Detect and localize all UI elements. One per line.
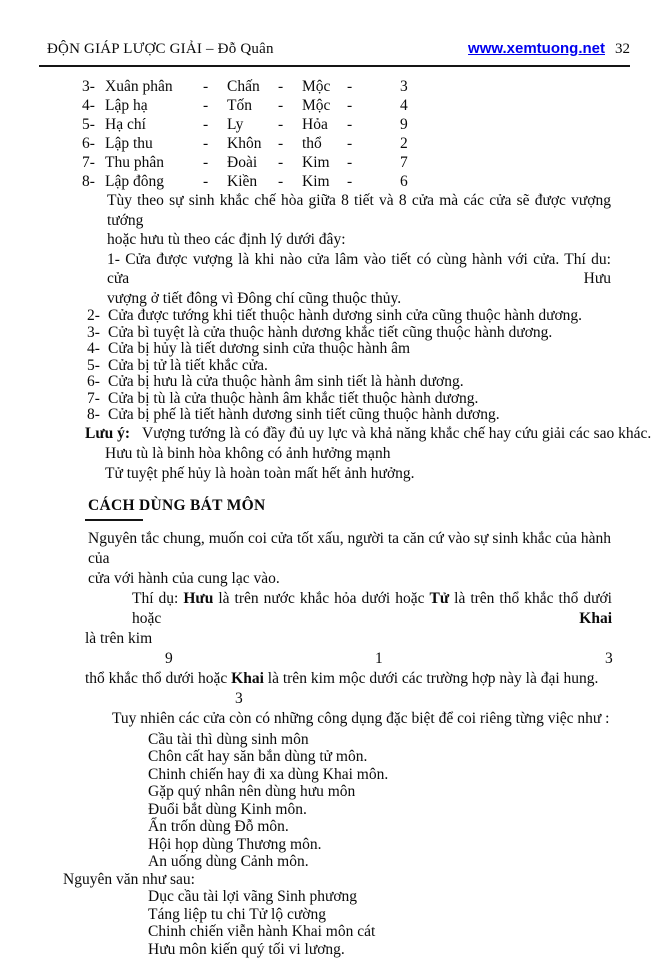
cung-number: 9 <box>400 115 669 134</box>
cung-number: 4 <box>400 96 669 115</box>
annotation-number-row <box>0 649 669 669</box>
rule-item <box>87 325 669 342</box>
rule-number: 4- <box>87 341 108 358</box>
use-item: Chôn cất hay săn bắn dùng tử môn. <box>148 748 669 766</box>
rule-text: Cửa bị hủy là tiết dương sinh cửa thuộc hành âm <box>108 341 410 358</box>
season-name: Xuân phân <box>105 77 203 96</box>
rule-text: Cửa bì tuyệt là cửa thuộc hành dương khắc tiết cũng thuộc hành dương. <box>108 325 552 342</box>
season-name: Lập đông <box>105 172 203 191</box>
rule-item <box>87 407 669 424</box>
table-row <box>82 153 669 172</box>
rule-item <box>87 374 669 391</box>
note-line-3: Tử tuyệt phế hủy là hoàn toàn mất hết ảnh hưởng. <box>105 464 669 484</box>
use-item: Chinh chiến hay đi xa dùng Khai môn. <box>148 766 669 784</box>
season-index: 7- <box>82 153 105 172</box>
site-link[interactable]: www.xemtuong.net <box>468 40 605 57</box>
principle-line-1: Nguyên tắc chung, muốn coi cửa tốt xấu, người ta căn cứ vào sự sinh khắc của hành của <box>88 529 611 569</box>
rule-number: 3- <box>87 325 108 342</box>
verse-list <box>148 888 669 958</box>
season-index: 8- <box>82 172 105 191</box>
principle-line-2: cửa với hành của cung lạc vào. <box>88 569 611 589</box>
season-name: Lập thu <box>105 134 203 153</box>
rule-number: 6- <box>87 374 108 391</box>
page-number: 32 <box>615 41 630 58</box>
rule-item <box>87 358 669 375</box>
separator: - <box>347 77 400 96</box>
note-label: Lưu ý: <box>85 425 130 442</box>
season-index: 4- <box>82 96 105 115</box>
verse-line: Chinh chiến viễn hành Khai môn cát <box>148 923 669 941</box>
use-item: Đuổi bắt dùng Kinh môn. <box>148 801 669 819</box>
cung-number: 2 <box>400 134 669 153</box>
element-name: Kim <box>302 153 347 172</box>
use-item: Ẩn trốn dùng Đỗ môn. <box>148 818 669 836</box>
verse-line: Táng liệp tu chi Tử lộ cường <box>148 906 669 924</box>
separator: - <box>203 153 227 172</box>
principle-paragraph <box>88 529 611 589</box>
use-item: Cầu tài thì dùng sinh môn <box>148 731 669 749</box>
trigram-name: Ly <box>227 115 278 134</box>
rule-item-1 <box>107 250 611 309</box>
season-name: Thu phân <box>105 153 203 172</box>
example-continuation <box>85 669 612 689</box>
section-rule <box>85 519 143 521</box>
page-header <box>39 0 630 67</box>
separator: - <box>278 115 302 134</box>
document-title: ĐỘN GIÁP LƯỢC GIẢI – Đỗ Quân <box>47 41 468 58</box>
intro-line-2: hoặc hưu tù theo các định lý dưới đây: <box>107 230 611 250</box>
separator: - <box>347 96 400 115</box>
table-row <box>82 172 669 191</box>
cung-number: 6 <box>400 172 669 191</box>
element-name: thổ <box>302 134 347 153</box>
season-index: 3- <box>82 77 105 96</box>
separator: - <box>347 153 400 172</box>
rule-text: Cửa được tướng khi tiết thuộc hành dương sinh cửa cũng thuộc hành dương. <box>108 308 582 325</box>
note-text-1: Vượng tướng là có đầy đủ uy lực và khả năng khắc chế hay cứu giải các sao khác. <box>142 425 651 442</box>
table-row <box>82 115 669 134</box>
element-name: Hỏa <box>302 115 347 134</box>
table-row <box>82 134 669 153</box>
season-table <box>82 77 669 191</box>
verse-intro: Nguyên văn như sau: <box>63 871 669 889</box>
rule-text: Cửa bị hưu là cửa thuộc hành âm sinh tiết là hành dương. <box>108 374 464 391</box>
separator: - <box>203 96 227 115</box>
annotation-number-3: 3 <box>605 649 613 669</box>
separator: - <box>278 153 302 172</box>
rule-item <box>87 391 669 408</box>
rule-1-line-2: vượng ở tiết đông vì Đông chí cũng thuộc thủy. <box>107 289 611 309</box>
use-item: Hội họp dùng Thương môn. <box>148 836 669 854</box>
separator: - <box>278 77 302 96</box>
rule-1-line-1: 1- Cửa được vượng là khi nào cửa lâm vào tiết có cùng hành với cửa. Thí du: cửa Hưu <box>107 250 611 289</box>
season-name: Hạ chí <box>105 115 203 134</box>
rule-number: 2- <box>87 308 108 325</box>
annotation-number-2: 3 <box>235 689 669 709</box>
uses-intro: Tuy nhiên các cửa còn có những công dụng đặc biệt để coi riêng từng việc như : <box>85 709 669 729</box>
trigram-name: Tốn <box>227 96 278 115</box>
use-item: Gặp quý nhân nên dùng hưu môn <box>148 783 669 801</box>
separator: - <box>203 115 227 134</box>
note-block <box>85 424 669 484</box>
example-line-1: Thí dụ: Hưu là trên nước khắc hỏa dưới hoặc Tử là trên thổ khắc thổ dưới hoặc Khai <box>85 589 612 629</box>
section-heading: CÁCH DÙNG BÁT MÔN <box>88 496 669 516</box>
element-name: Mộc <box>302 96 347 115</box>
example-line-2: là trên kim <box>85 629 612 649</box>
note-line-1 <box>85 424 669 444</box>
trigram-name: Khôn <box>227 134 278 153</box>
table-row <box>82 77 669 96</box>
note-line-2: Hưu tù là binh hòa không có ảnh hưởng mạnh <box>105 444 669 464</box>
trigram-name: Kiền <box>227 172 278 191</box>
separator: - <box>347 134 400 153</box>
example-paragraph <box>85 589 612 649</box>
rule-text: Cửa bị tù là cửa thuộc hành âm khắc tiết thuộc hành dương. <box>108 391 478 408</box>
table-row <box>82 96 669 115</box>
season-name: Lập hạ <box>105 96 203 115</box>
rule-number: 8- <box>87 407 108 424</box>
cung-number: 7 <box>400 153 669 172</box>
rule-number: 7- <box>87 391 108 408</box>
trigram-name: Đoài <box>227 153 278 172</box>
element-name: Mộc <box>302 77 347 96</box>
cung-number: 3 <box>400 77 669 96</box>
separator: - <box>203 172 227 191</box>
annotation-number-9: 9 <box>165 649 173 669</box>
season-index: 5- <box>82 115 105 134</box>
separator: - <box>278 172 302 191</box>
rules-list <box>87 308 669 424</box>
annotation-number-1: 1 <box>375 649 383 669</box>
use-item: An uống dùng Cảnh môn. <box>148 853 669 871</box>
rule-text: Cửa bị phế là tiết hành dương sinh tiết cũng thuộc hành dương. <box>108 407 500 424</box>
rule-item <box>87 341 669 358</box>
season-index: 6- <box>82 134 105 153</box>
verse-line: Dục cầu tài lợi vãng Sinh phương <box>148 888 669 906</box>
verse-line: Hưu môn kiến quý tối vi lương. <box>148 941 669 958</box>
rule-item <box>87 308 669 325</box>
example-line-3: thổ khắc thổ dưới hoặc Khai là trên kim mộc dưới các trường hợp này là đại hung. <box>85 669 612 689</box>
separator: - <box>203 77 227 96</box>
separator: - <box>278 134 302 153</box>
trigram-name: Chấn <box>227 77 278 96</box>
separator: - <box>347 115 400 134</box>
rule-number: 5- <box>87 358 108 375</box>
intro-paragraph <box>107 191 611 250</box>
separator: - <box>347 172 400 191</box>
separator: - <box>203 134 227 153</box>
intro-line-1: Tùy theo sự sinh khắc chế hòa giữa 8 tiết và 8 cửa mà các cửa sẽ được vượng tướng <box>107 191 611 230</box>
uses-list <box>148 731 669 871</box>
rule-text: Cửa bị tử là tiết khắc cửa. <box>108 358 268 375</box>
element-name: Kim <box>302 172 347 191</box>
separator: - <box>278 96 302 115</box>
